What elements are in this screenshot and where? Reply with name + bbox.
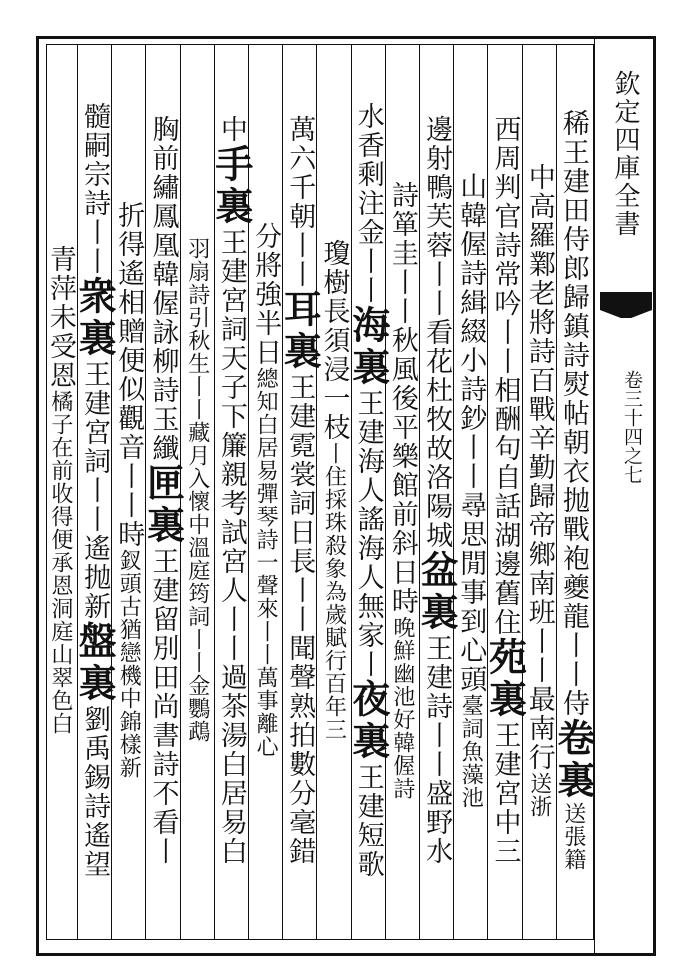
column-text: 青萍未受恩 [44,245,76,390]
column-text: 總知白居易彈琴詩一聲來丨丨萬事離心 [253,367,279,758]
column-text: 晚鮮幽池好韓偓詩 [389,615,415,800]
entry-heading: 手裏 [208,143,254,228]
column-text: 分將強半日 [250,222,282,367]
column-text: 水香剩注金丨丨 [352,101,384,305]
book-title: 欽定四庫全書 [610,70,640,238]
entry-heading: 盤裏 [72,620,118,705]
column-text: 釵頭古猶戀機中錦樣新 [116,549,142,779]
entry-heading: 海裏 [345,304,391,389]
column-text: 髓嗣宗詩丨丨 [79,101,111,276]
column-text: 王建宮中三 [489,720,521,866]
column-text: 山韓偓詩緝綴小詩鈔丨丨尋思閒事到心頭 [455,171,487,694]
column-text: 王建詩丨丨盛野水 [421,633,453,866]
text-column [38,60,82,920]
column-text: 丨住採珠殺象為歲賦 [321,442,347,649]
entry-heading: 卷裏 [550,718,596,802]
column-text: 王建宮詞天子下簾親考試宮人丨丨過茶湯白居易白 [215,227,247,866]
column-text: 王建霓裳詞日長丨丨聞聲熟拍數分毫錯 [284,372,316,866]
column-text: 羽扇詩引秋生丨丨藏月入懷中溫庭筠詞丨丨金鸚鵡 [184,237,210,743]
column-text: 瓊樹長須浸一枝 [318,239,350,442]
column-text: 詩箪圭丨丨秋風後平樂館前斜日時 [386,180,418,616]
column-text: 臺詞魚藻池 [458,693,484,809]
column-text: 送張籍 [560,802,586,871]
column-text: 稀王建田侍郎歸鎮詩熨帖朝衣抛戰袍夔龍丨丨侍 [557,109,589,718]
column-text: 萬六千朝丨丨 [284,114,316,289]
column-text: 劉禹錫詩遙望 [79,704,111,879]
column-text: 洞庭山翠色白 [47,597,73,735]
entry-heading: 夜裏 [345,678,391,763]
column-text: 橘子在前收得便承恩 [47,390,73,597]
column-text: 中高羅鄴老將詩百戰辛勤歸帝鄉南班丨丨最南行 [523,162,555,772]
column-text: 送浙 [526,771,552,818]
entry-heading: 盆裏 [414,549,460,634]
column-text: 王建海人謠海人無家丨 [352,388,384,679]
volume-label: 卷三十四之七 [621,370,643,484]
column-text: 邊射鴨芙蓉丨丨看花杜牧故洛陽城 [421,114,453,550]
column-text: 折得遙相贈便似觀音丨丨時 [113,201,145,549]
column-text: 王建留別田尚書詩不看丨 [147,546,179,866]
entry-heading: 苑裏 [482,636,528,721]
column-text: 王建短歌 [352,762,384,879]
column-text: 中 [215,114,247,144]
fish-tail-notch-icon [600,310,652,320]
column-text: 胸前繡鳳凰韓偓詠柳詩玉纖 [147,114,179,463]
column-text: 行百年三 [321,649,347,741]
column-text: 王建宮詞丨丨遙抛新 [79,359,111,621]
column-text: 西周判官詩常吟丨丨相酬句自話湖邊舊住 [489,114,521,637]
entry-heading: 衆裏 [72,275,118,360]
entry-heading: 匣裏 [140,462,186,547]
entry-heading: 耳裏 [277,288,323,373]
